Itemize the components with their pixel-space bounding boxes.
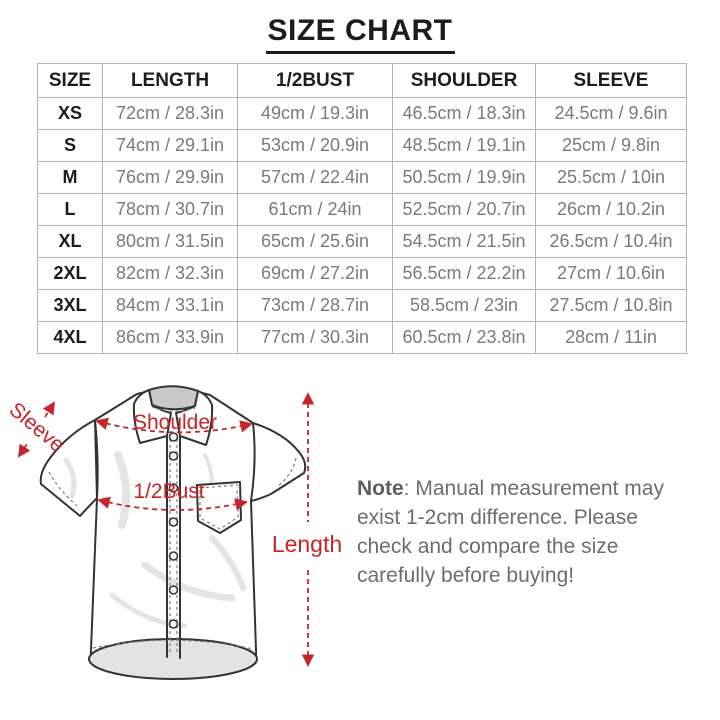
table-cell: S (38, 130, 103, 162)
table-cell: 84cm / 33.1in (103, 290, 238, 322)
title-bar (0, 14, 720, 54)
table-cell: 73cm / 28.7in (238, 290, 393, 322)
table-cell: 25cm / 9.8in (536, 130, 687, 162)
collar-band (149, 386, 198, 409)
note-line: Note: Manual measurement may (357, 477, 664, 500)
table-cell: 26cm / 10.2in (536, 194, 687, 226)
column-header-sleeve: SLEEVE (536, 64, 687, 98)
table-cell: 28cm / 11in (536, 322, 687, 354)
table-row (38, 226, 687, 258)
table-cell: 80cm / 31.5in (103, 226, 238, 258)
table-cell: M (38, 162, 103, 194)
table-cell: 60.5cm / 23.8in (393, 322, 536, 354)
table-row (38, 290, 687, 322)
bust-label: 1/2Bust (133, 480, 205, 503)
sleeve-label: Sleeve (4, 397, 69, 457)
button (170, 620, 178, 628)
note-line: carefully before buying! (357, 564, 575, 587)
table-cell: 50.5cm / 19.9in (393, 162, 536, 194)
table-cell: XL (38, 226, 103, 258)
table-row (38, 258, 687, 290)
note-prefix: Note (357, 477, 404, 500)
table-cell: 58.5cm / 23in (393, 290, 536, 322)
table-cell: 27.5cm / 10.8in (536, 290, 687, 322)
table-row (38, 322, 687, 354)
table-cell: 3XL (38, 290, 103, 322)
table-cell: 61cm / 24in (238, 194, 393, 226)
column-header-length: LENGTH (103, 64, 238, 98)
table-cell: 26.5cm / 10.4in (536, 226, 687, 258)
table-cell: 54.5cm / 21.5in (393, 226, 536, 258)
table-cell: 2XL (38, 258, 103, 290)
column-header-bust: 1/2BUST (238, 64, 393, 98)
table-cell: 78cm / 30.7in (103, 194, 238, 226)
table-header-row (38, 64, 687, 98)
button (170, 518, 178, 526)
button (170, 586, 178, 594)
table-cell: 57cm / 22.4in (238, 162, 393, 194)
table-cell: 48.5cm / 19.1in (393, 130, 536, 162)
shirt-measurement-diagram (0, 360, 360, 720)
table-cell: 65cm / 25.6in (238, 226, 393, 258)
table-row (38, 130, 687, 162)
table-cell: 52.5cm / 20.7in (393, 194, 536, 226)
table-cell: 24.5cm / 9.6in (536, 98, 687, 130)
table-cell: 82cm / 32.3in (103, 258, 238, 290)
table-cell: 4XL (38, 322, 103, 354)
button (170, 433, 178, 441)
table-cell: L (38, 194, 103, 226)
right-sleeve (251, 423, 305, 501)
column-header-shoulder: SHOULDER (393, 64, 536, 98)
size-chart-table (37, 63, 687, 354)
note-line: check and compare the size (357, 535, 619, 558)
table-cell: XS (38, 98, 103, 130)
table-cell: 86cm / 33.9in (103, 322, 238, 354)
length-label: Length (271, 531, 343, 557)
table-cell: 49cm / 19.3in (238, 98, 393, 130)
column-header-size: SIZE (38, 64, 103, 98)
note-text (357, 474, 702, 590)
table-cell: 77cm / 30.3in (238, 322, 393, 354)
table-row (38, 162, 687, 194)
table-cell: 56.5cm / 22.2in (393, 258, 536, 290)
table-cell: 76cm / 29.9in (103, 162, 238, 194)
table-cell: 27cm / 10.6in (536, 258, 687, 290)
table-cell: 74cm / 29.1in (103, 130, 238, 162)
table-row (38, 98, 687, 130)
button (170, 452, 178, 460)
button (170, 552, 178, 560)
table-cell: 53cm / 20.9in (238, 130, 393, 162)
table-cell: 46.5cm / 18.3in (393, 98, 536, 130)
table-cell: 72cm / 28.3in (103, 98, 238, 130)
table-cell: 25.5cm / 10in (536, 162, 687, 194)
page-title: SIZE CHART (266, 14, 455, 54)
note-line: exist 1-2cm difference. Please (357, 506, 638, 529)
table-cell: 69cm / 27.2in (238, 258, 393, 290)
table-row (38, 194, 687, 226)
shoulder-label: Shoulder (132, 411, 218, 434)
